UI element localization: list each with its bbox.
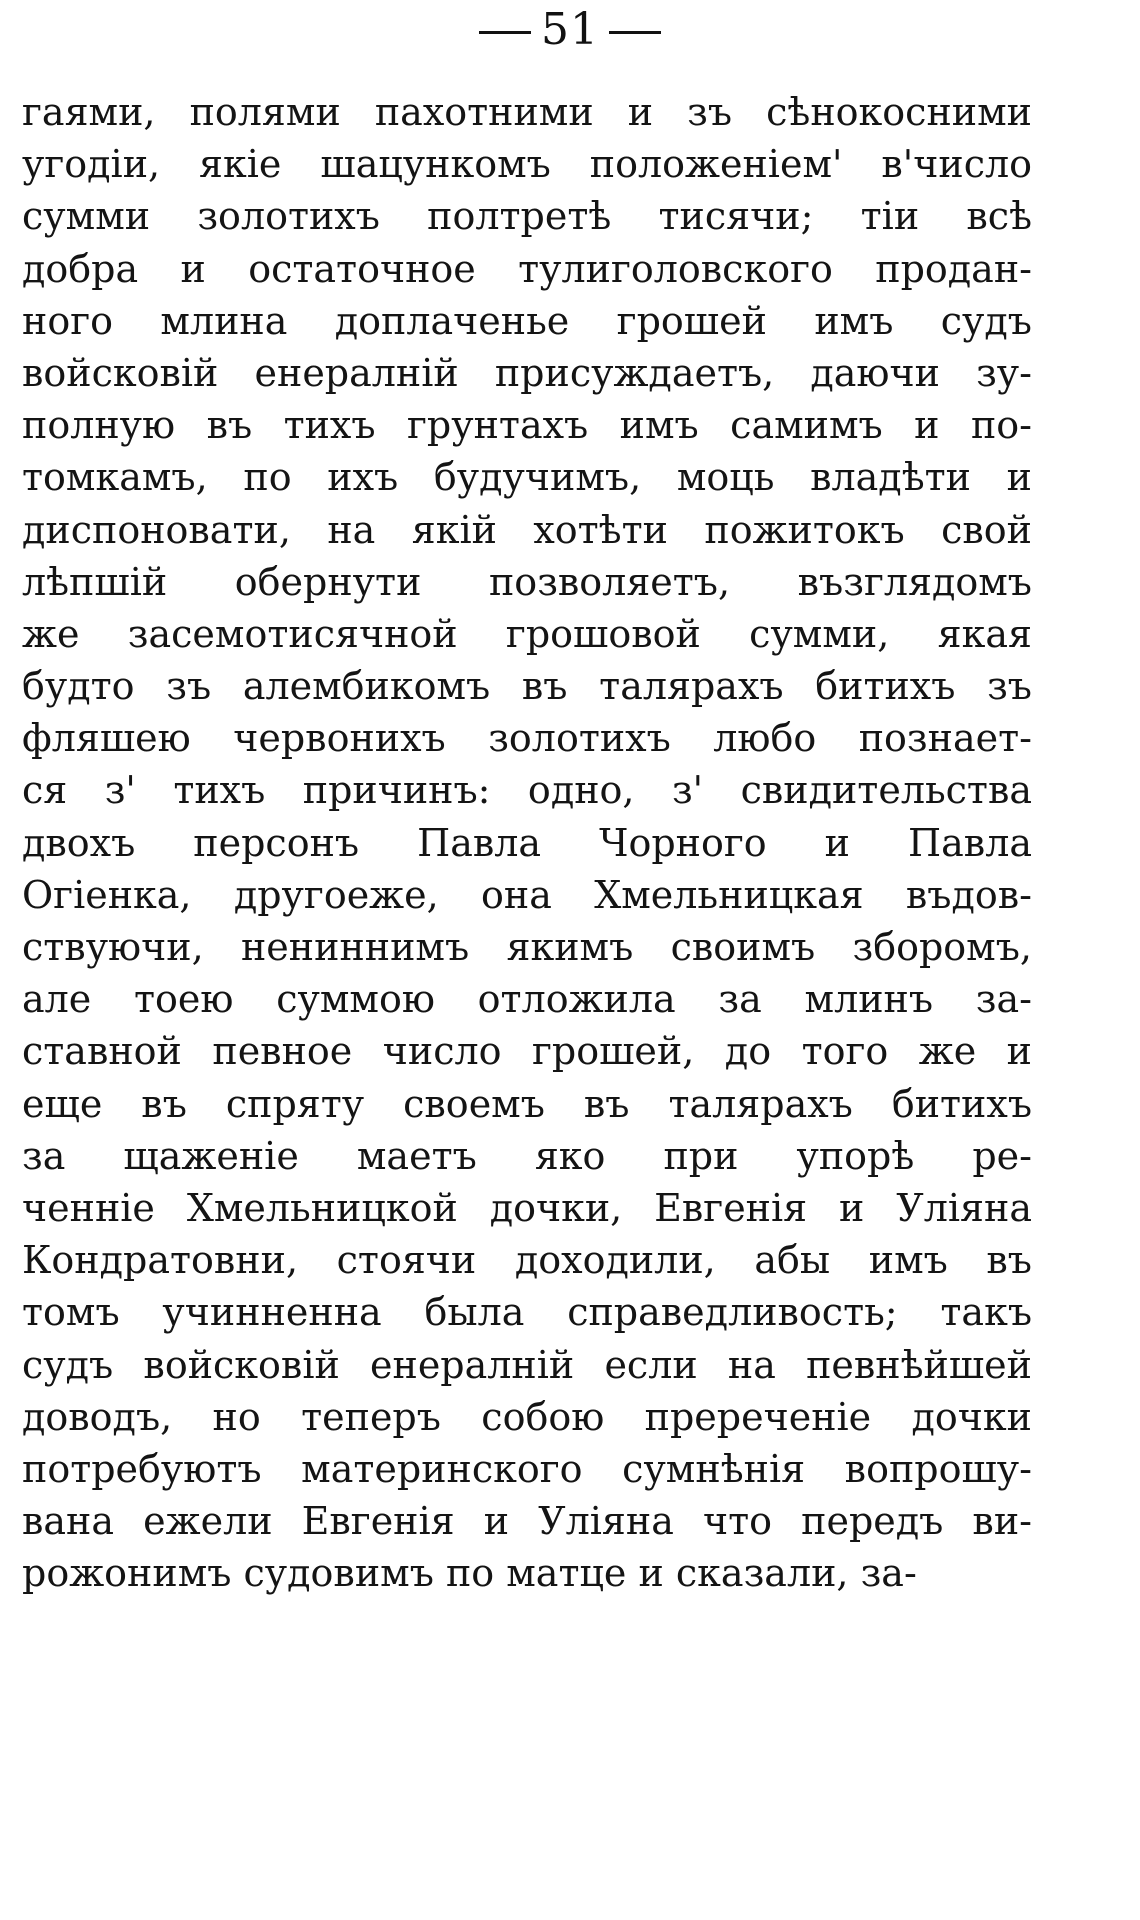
text-line: томъ учинненна была справедливость; такъ bbox=[22, 1290, 1032, 1335]
text-line: будто зъ алембикомъ въ талярахъ битихъ зъ bbox=[22, 664, 1032, 709]
page-number-right-dash bbox=[609, 31, 661, 34]
text-line: ся з' тихъ причинъ: одно, з' свидительства bbox=[22, 768, 1032, 813]
text-line: добра и остаточное тулиголовского продан- bbox=[22, 246, 1032, 291]
text-line: сумми золотихъ полтретѣ тисячи; тiи всѣ bbox=[22, 194, 1032, 239]
text-line: доводъ, но теперъ собою пререченiе дочки bbox=[22, 1394, 1032, 1439]
text-line: потребуютъ материнского сумнѣнiя вопрошу- bbox=[22, 1446, 1032, 1491]
text-line: еще въ спряту своемъ въ талярахъ битихъ bbox=[22, 1081, 1032, 1126]
text-line: же засемотисячной грошовой сумми, якая bbox=[22, 611, 1032, 656]
text-line: лѣпшiй обернути позволяетъ, възглядомъ bbox=[22, 559, 1032, 604]
text-line: ставной певное число грошей, до того же и bbox=[22, 1029, 1032, 1074]
text-line: фляшею червонихъ золотихъ любо познает- bbox=[22, 716, 1032, 761]
page-number bbox=[0, 0, 1140, 60]
text-line: вана ежели Евгенiя и Улiяна что передъ ви- bbox=[22, 1499, 1032, 1544]
text-line: двохъ персонъ Павла Чорного и Павла bbox=[22, 820, 1032, 865]
page-number-left-dash bbox=[479, 31, 531, 34]
text-line: але тоею суммою отложила за млинъ за- bbox=[22, 977, 1032, 1022]
text-line: полную въ тихъ грунтахъ имъ самимъ и по- bbox=[22, 403, 1032, 448]
page-number-value: 51 bbox=[541, 4, 599, 55]
text-line: Огiенка, другоеже, она Хмельницкая въдов- bbox=[22, 872, 1032, 917]
text-line: угодiи, якiе шацункомъ положенiем' в'число bbox=[22, 142, 1032, 187]
text-line: диспоновати, на якiй хотѣти пожитокъ свой bbox=[22, 507, 1032, 552]
text-line: гаями, полями пахотними и зъ сѣнокосними bbox=[22, 90, 1032, 134]
text-line: ченнiе Хмельницкой дочки, Евгенiя и Улiяна bbox=[22, 1185, 1032, 1230]
text-line: за щаженiе маетъ яко при упорѣ ре- bbox=[22, 1133, 1032, 1178]
body-text bbox=[22, 86, 1032, 1599]
text-line: войсковiй енералнiй присуждаетъ, даючи зу- bbox=[22, 350, 1032, 395]
text-line: судъ войсковiй енералнiй если на певнѣйшей bbox=[22, 1342, 1032, 1387]
text-line: ствуючи, нениннимъ якимъ своимъ зборомъ, bbox=[22, 925, 1032, 969]
text-line-last: рожонимъ судовимъ по матце и сказали, за- bbox=[22, 1551, 917, 1596]
text-line: томкамъ, по ихъ будучимъ, моць владѣти и bbox=[22, 455, 1032, 500]
text-line: ного млина доплаченье грошей имъ судъ bbox=[22, 298, 1032, 343]
text-line: Кондратовни, стоячи доходили, абы имъ въ bbox=[22, 1238, 1032, 1283]
